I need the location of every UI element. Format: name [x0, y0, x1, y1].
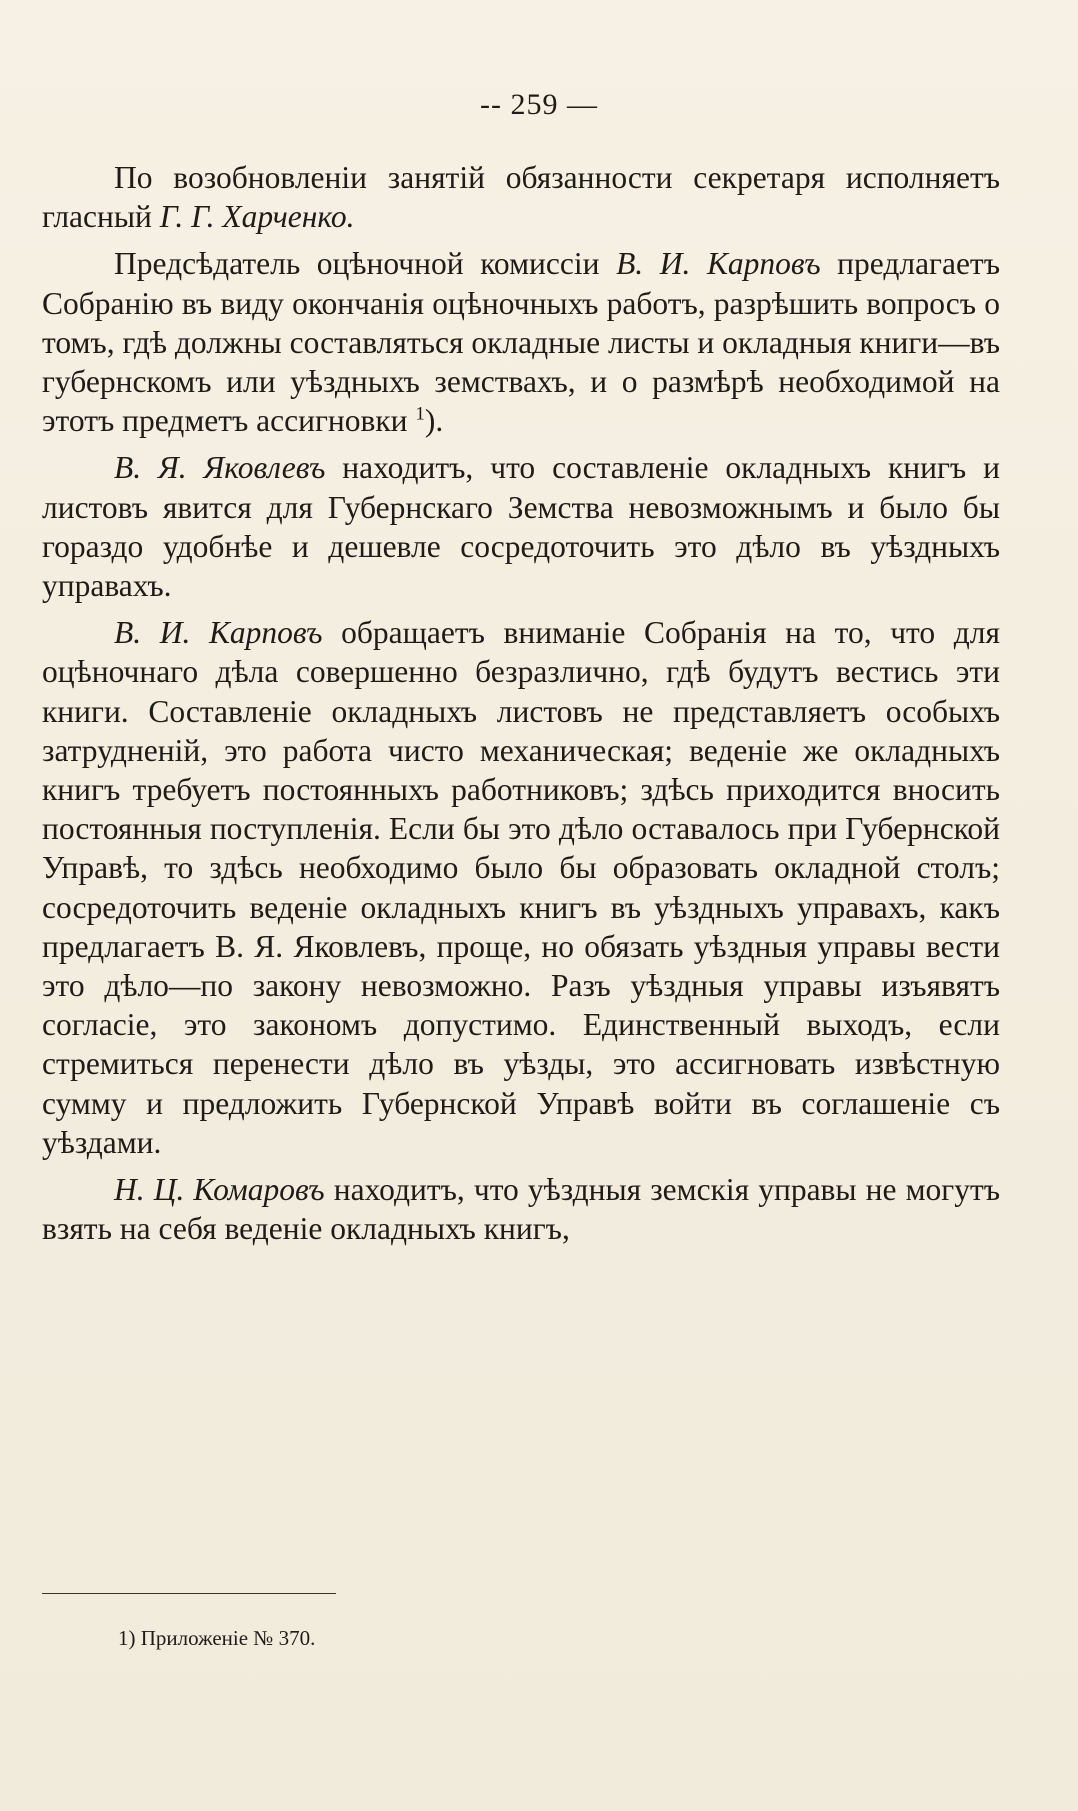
italic-name: В. И. Карповъ: [616, 246, 821, 282]
paragraph: [42, 613, 1000, 1162]
footnote: 1) Приложеніе № 370.: [118, 1626, 316, 1650]
body-text: [42, 158, 1000, 1256]
text-run: обращаетъ вниманіе Собранія на то, что для оцѣночнаго дѣла совершенно безразлично, гдѣ будутъ вестись эти книги. Составленіе окладныхъ листовъ не представляетъ особыхъ затрудненій, это работа чисто механическая; веденіе же окладныхъ книгъ требуетъ постоянныхъ работниковъ; здѣсь приходится вносить постоянныя поступленія. Если бы это дѣло оставалось при Губернской Управѣ, то здѣсь необходимо было бы образовать окладной столъ; сосредоточить веденіе окладныхъ книгъ въ уѣздныхъ управахъ, какъ предлагаетъ В. Я. Яковлевъ, проще, но обязать уѣздныя управы вести это дѣло—по закону невозможно. Разъ уѣздныя управы изъявятъ согласіе, это закономъ допустимо. Единственный выходъ, если стремиться перенести дѣло въ уѣзды, это ассигновать извѣстную сумму и предложить Губернской Управѣ войти въ соглашеніе съ уѣздами.: [42, 615, 1000, 1160]
paragraph: [42, 448, 1000, 605]
paragraph: [42, 158, 1000, 236]
text-run: Предсѣдатель оцѣночной комиссіи: [114, 246, 617, 282]
text-run: находитъ, что составленіе окладныхъ книгъ и листовъ явится для Губернскаго Земства невозможнымъ и было бы гораздо удобнѣе и дешевле сосредоточить это дѣло въ уѣздныхъ управахъ.: [42, 450, 1000, 604]
paragraph: [42, 1170, 1000, 1248]
page-number: -- 259 —: [480, 88, 598, 121]
paragraph: [42, 244, 1000, 440]
text-run: предлагаетъ Собранію въ виду окончанія оцѣночныхъ работъ, разрѣшить вопросъ о томъ, гдѣ должны составляться окладные листы и окладныя книги—въ губернскомъ или уѣздныхъ земствахъ, и о размѣрѣ необходимой на этотъ предметъ ассигновки: [42, 246, 1000, 439]
text-run: По возобновленіи занятій обязанности секретаря исполняетъ гласный: [42, 160, 1000, 235]
footnote-divider: [42, 1593, 336, 1594]
text-run: находитъ, что уѣздныя земскія управы не могутъ взять на себя веденіе окладныхъ книгъ,: [42, 1172, 1000, 1247]
text-run: ).: [424, 403, 444, 439]
italic-name: Г. Г. Харченко.: [159, 199, 355, 235]
italic-name: В. Я. Яковлевъ: [114, 450, 326, 486]
italic-name: Н. Ц. Комаровъ: [114, 1172, 325, 1208]
italic-name: В. И. Карповъ: [114, 615, 323, 651]
footnote-ref: 1: [415, 403, 425, 425]
